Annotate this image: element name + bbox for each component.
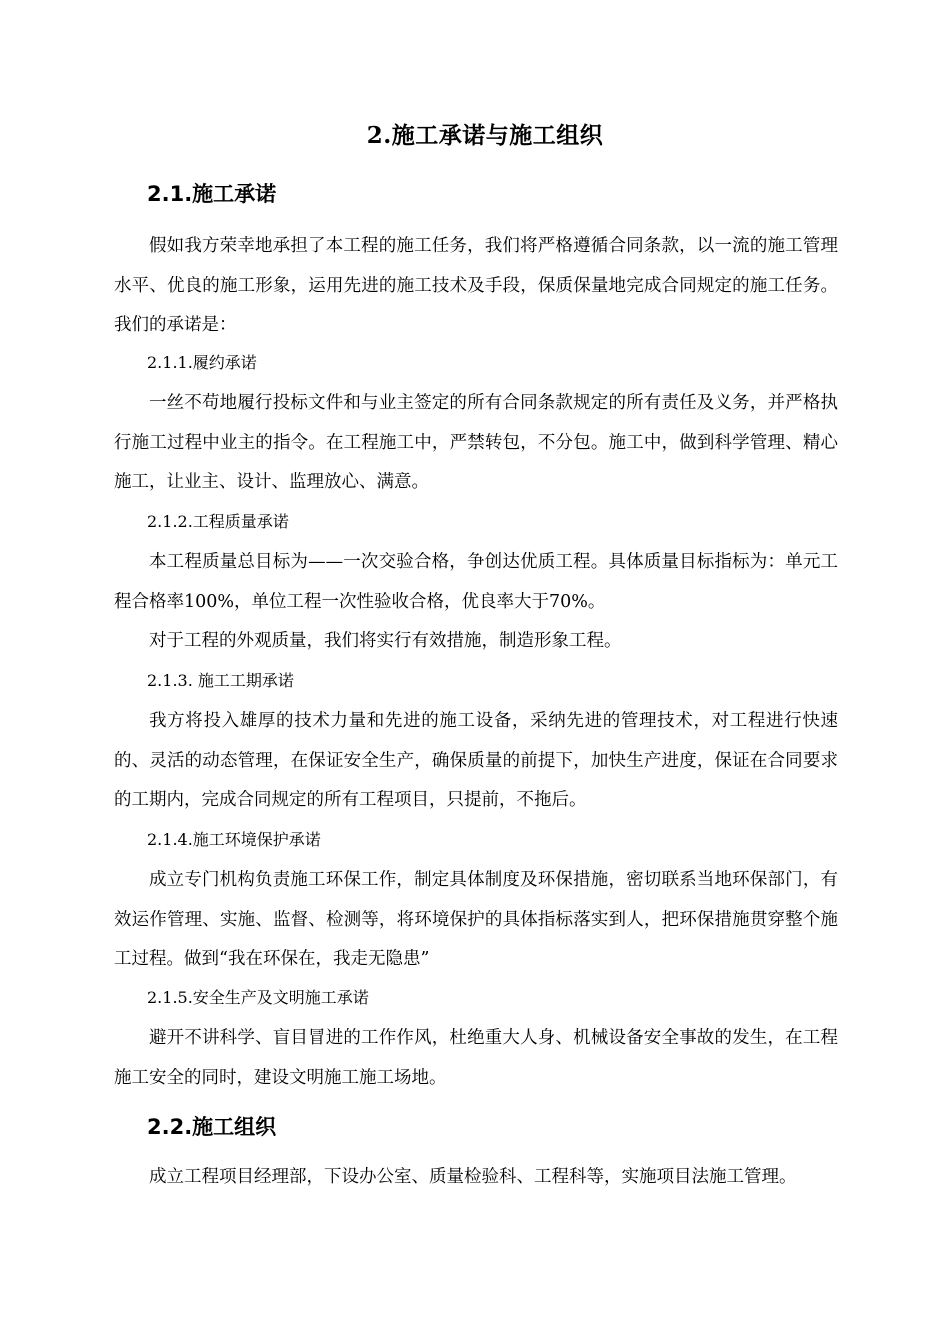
subsection-heading-schedule: 2.1.3. 施工工期承诺 [147,671,294,690]
document-title: 2.施工承诺与施工组织 [366,122,604,149]
subsection-heading-environment: 2.1.4.施工环境保护承诺 [147,830,321,849]
schedule-commitment-paragraph: 我方将投入雄厚的技术力量和先进的施工设备，采纳先进的管理技术，对工程进行快速的、灵活的动态管理，在保证安全生产，确保质量的前提下，加快生产进度，保证在合同要求的工期内，完成合同规定的所有工程项目，只提前，不拖后。 [114,711,838,810]
quality-commitment-paragraph: 本工程质量总目标为——一次交验合格，争创达优质工程。具体质量目标指标为：单元工程合格率100%，单位工程一次性验收合格，优良率大于70%。 [114,552,838,612]
safety-commitment-paragraph: 避开不讲科学、盲目冒进的工作作风，杜绝重大人身、机械设备安全事故的发生，在工程施工安全的同时，建设文明施工施工场地。 [114,1028,838,1088]
subsection-heading-quality: 2.1.2.工程质量承诺 [147,512,289,531]
environment-commitment-paragraph: 成立专门机构负责施工环保工作，制定具体制度及环保措施，密切联系当地环保部门，有效运作管理、实施、监督、检测等，将环境保护的具体指标落实到人，把环保措施贯穿整个施工过程。做到“我在环保在，我走无隐患” [114,870,838,969]
subsection-heading-contract: 2.1.1.履约承诺 [147,353,257,372]
organization-paragraph: 成立工程项目经理部，下设办公室、质量检验科、工程科等，实施项目法施工管理。 [149,1167,797,1187]
section-heading-commitments: 2.1.施工承诺 [147,182,277,206]
section-intro-paragraph: 假如我方荣幸地承担了本工程的施工任务，我们将严格遵循合同条款，以一流的施工管理水平、优良的施工形象，运用先进的施工技术及手段，保质保量地完成合同规定的施工任务。我们的承诺是： [114,236,838,335]
section-heading-organization: 2.2.施工组织 [147,1115,277,1139]
appearance-quality-paragraph: 对于工程的外观质量，我们将实行有效措施，制造形象工程。 [149,631,622,651]
subsection-heading-safety: 2.1.5.安全生产及文明施工承诺 [147,988,369,1007]
contract-commitment-paragraph: 一丝不苟地履行投标文件和与业主签定的所有合同条款规定的所有责任及义务，并严格执行施工过程中业主的指令。在工程施工中，严禁转包，不分包。施工中，做到科学管理、精心施工，让业主、设计、监理放心、满意。 [114,393,838,492]
